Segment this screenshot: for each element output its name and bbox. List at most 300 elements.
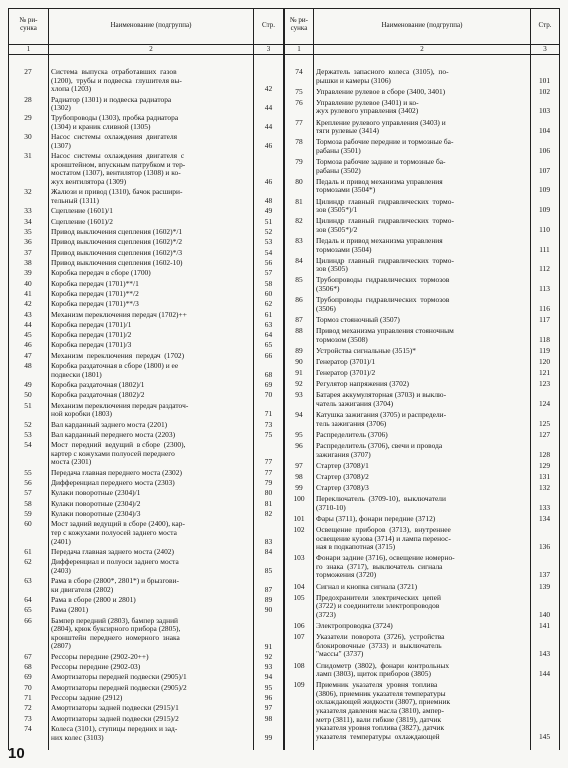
entry-title: Колеса (3101), ступицы передних и зад- них колес (3103) (51, 724, 178, 742)
entry-title: Радиатор (1301) и подвеска радиатора (1302) (51, 94, 172, 113)
entry-title: Цилиндр главный гидравлических тормо- зов (3505*)/1 (316, 196, 454, 215)
figure-number: 56 (24, 478, 32, 488)
list-item (0, 583, 568, 592)
entry-title: Амортизаторы задней подвески (2915)/1 (51, 703, 179, 713)
figure-number: 34 (24, 216, 32, 226)
figure-number: 77 (295, 117, 303, 127)
header-name: Наименование (подгруппа) (110, 21, 192, 29)
list-item (0, 594, 568, 620)
entry-title: Вал карданный переднего моста (2203) (51, 429, 176, 439)
list-item (0, 431, 568, 440)
figure-number: 46 (24, 340, 32, 350)
figure-number: 51 (24, 400, 32, 410)
page-ref: 51 (264, 216, 273, 226)
figure-number: 80 (295, 176, 303, 186)
list-item (0, 327, 568, 344)
list-item (0, 526, 568, 552)
page-ref: 116 (539, 303, 550, 313)
page-ref: 64 (264, 330, 273, 340)
list-item (0, 138, 568, 155)
page-ref: 141 (538, 621, 551, 631)
figure-number: 94 (295, 410, 303, 420)
page-ref: 44 (264, 122, 273, 132)
page-ref: 124 (538, 398, 551, 408)
figure-number: 37 (24, 247, 32, 257)
page-ref: 140 (538, 609, 551, 619)
entry-title: Рессоры передние (2902-20++) (51, 651, 149, 661)
entry-title: Стартер (3708)/1 (316, 460, 369, 470)
page-ref: 112 (539, 264, 550, 274)
figure-number: 96 (295, 440, 303, 450)
page-ref: 118 (539, 334, 550, 344)
page-ref: 128 (538, 449, 551, 459)
entry-title: Генератор (3701)/1 (316, 356, 376, 366)
page-ref: 75 (264, 429, 273, 439)
entry-title: Рессоры передние (2902-03) (51, 662, 141, 672)
figure-number: 67 (24, 651, 32, 661)
list-item (0, 391, 568, 408)
header-fig-no: № ри- сунка (19, 16, 38, 32)
list-item (0, 622, 568, 631)
header-fig-no: № ри- сунка (289, 16, 308, 32)
page-ref: 96 (264, 693, 273, 703)
figure-number: 47 (24, 350, 32, 360)
page-ref: 65 (264, 340, 273, 350)
list-item (0, 554, 568, 580)
entry-title: Фонари задние (3716), освещение номерно- го знака (3717), выключатель сигнала торможения (3720) (316, 553, 455, 580)
list-item (0, 462, 568, 471)
page-ref: 73 (264, 419, 273, 429)
page-ref: 106 (538, 145, 551, 155)
list-item (0, 681, 568, 741)
figure-number: 93 (295, 390, 303, 400)
figure-number: 86 (295, 295, 303, 305)
page-ref: 95 (264, 682, 273, 692)
list-item (0, 358, 568, 367)
figure-number: 82 (295, 216, 303, 226)
page-ref: 52 (264, 226, 273, 236)
col-number: 2 (420, 45, 424, 53)
page-ref: 66 (264, 350, 273, 360)
page-ref: 87 (264, 584, 273, 594)
page-ref: 111 (539, 244, 550, 254)
figure-number: 92 (295, 379, 303, 389)
figure-number: 44 (24, 319, 32, 329)
entry-title: Тормоза рабочие задние и тормозные ба- рабаны (3502) (316, 157, 446, 175)
figure-number: 88 (295, 326, 303, 336)
page-ref: 85 (264, 565, 273, 575)
list-item (0, 369, 568, 378)
page-ref: 89 (264, 595, 273, 605)
entry-title: Мост задний ведущий в сборе (2400), кар- тер с кожухами полуосей заднего моста (2401) (51, 519, 185, 546)
page-ref: 110 (539, 224, 550, 234)
entry-title: Крепление рулевого управления (3403) и тяги рулевые (3414) (316, 117, 446, 136)
figure-number: 48 (24, 361, 32, 371)
entry-title: Приемник указателя уровня топлива (3806), приемник указателя температуры охлаждающей жидкости (3807), приемник указателя давления масла (3810), ампер- метр (3811), вали гибкие (3819), датчик указателя уровня топлива (3827), датчик указателя температуры охлаждающей (316, 680, 451, 741)
entry-title: Фары (3711), фонари передние (3712) (316, 513, 436, 523)
page-ref: 120 (538, 356, 551, 366)
figure-number: 42 (24, 299, 32, 309)
figure-number: 87 (295, 314, 303, 324)
list-item (0, 316, 568, 325)
list-item (0, 217, 568, 234)
page-ref: 119 (539, 345, 550, 355)
page-ref: 82 (264, 509, 273, 519)
entry-title: Амортизаторы задней подвески (2915)/2 (51, 713, 179, 723)
figure-number: 60 (24, 519, 32, 529)
figure-number: 58 (24, 498, 32, 508)
figure-number: 39 (24, 268, 32, 278)
figure-number: 38 (24, 257, 32, 267)
page-ref: 107 (538, 165, 551, 175)
figure-number: 64 (24, 595, 32, 605)
figure-number: 43 (24, 309, 32, 319)
entry-title: Коробка раздаточная (1802)/2 (51, 390, 145, 400)
entry-title: Кулаки поворотные (2304)/1 (51, 488, 141, 498)
entry-title: Бампер передний (2803), бампер задний (2804), крюк буксирного прибора (2805), кронштейн переднего номерного знака (2807) (51, 615, 181, 651)
entry-title: Кулаки поворотные (2304)/2 (51, 498, 141, 508)
list-item (0, 347, 568, 356)
entry-title: Вал карданный заднего моста (2201) (51, 419, 168, 429)
figure-number: 59 (24, 509, 32, 519)
page-ref: 109 (538, 185, 551, 195)
col-number: 1 (297, 45, 301, 53)
figure-number: 50 (24, 390, 32, 400)
entry-title: Педаль и привод механизма управления тормозами (3504) (316, 236, 443, 254)
entry-title: Рессоры задние (2912) (51, 693, 123, 703)
page-ref: 94 (264, 672, 273, 682)
page-ref: 102 (538, 86, 551, 96)
figure-number: 72 (24, 703, 32, 713)
list-item (0, 158, 568, 175)
entry-title: Переключатель (3709-10), выключатели (3710-10) (316, 494, 446, 512)
page-ref: 68 (264, 369, 273, 379)
figure-number: 99 (295, 482, 303, 492)
figure-number: 35 (24, 226, 32, 236)
entry-title: Коробка передач (1701)**/2 (51, 288, 139, 298)
figure-number: 89 (295, 345, 303, 355)
page-ref: 48 (264, 195, 273, 205)
header-page: Стр. (538, 21, 552, 29)
page-ref: 77 (264, 467, 273, 477)
entry-title: Цилиндр главный гидравлических тормо- зов (3505) (316, 255, 454, 274)
figure-number: 63 (24, 576, 32, 586)
figure-number: 76 (295, 97, 303, 107)
page-ref: 145 (538, 731, 551, 741)
page-ref: 53 (264, 237, 273, 247)
entry-title: Рама в сборе (2800*, 2801*) и брызгови- ки двигателя (2802) (51, 576, 179, 594)
page-ref: 58 (264, 278, 273, 288)
figure-number: 109 (293, 680, 305, 690)
page-ref: 125 (538, 418, 551, 428)
col-number: 3 (543, 45, 547, 53)
figure-number: 102 (293, 524, 305, 534)
entry-title: Регулятор напряжения (3702) (316, 379, 410, 389)
page-ref: 46 (264, 140, 273, 150)
entry-title: Педаль и привод механизма управления тормозами (3504*) (316, 176, 443, 195)
entry-title: Привод механизма управления стояночным тормозом (3508) (316, 326, 454, 344)
entry-title: Генератор (3701)/2 (316, 368, 376, 378)
entry-title: Дифференциал переднего моста (2303) (51, 478, 175, 488)
figure-number: 103 (293, 553, 305, 563)
entry-title: Батарея аккумуляторная (3703) и выклю- чатель зажигания (3704) (316, 390, 447, 408)
page-ref: 62 (264, 299, 273, 309)
list-item (0, 237, 568, 254)
entry-title: Электропроводка (3724) (316, 621, 393, 631)
entry-title: Освещение приборов (3713), внутреннее освещение кузова (3714) и лампа перенос- ная в подкапотная (3715) (316, 524, 451, 552)
list-item (0, 442, 568, 459)
list-item (0, 662, 568, 679)
figure-number: 52 (24, 419, 32, 429)
entry-title: Сцепление (1601)/2 (51, 216, 113, 226)
list-item (0, 484, 568, 493)
entry-title: Рама (2801) (51, 605, 89, 615)
figure-number: 100 (293, 494, 305, 504)
entry-title: Катушка зажигания (3705) и распредели- тель зажигания (3706) (316, 410, 447, 428)
figure-number: 106 (293, 621, 305, 631)
list-item (0, 495, 568, 512)
page-ref: 103 (538, 106, 551, 116)
entry-title: Распределитель (3706) (316, 429, 388, 439)
list-item (0, 633, 568, 659)
figure-number: 55 (24, 467, 32, 477)
entry-title: Коробка раздаточная (1802)/1 (51, 380, 145, 390)
figure-number: 53 (24, 429, 32, 439)
page-ref: 46 (264, 177, 273, 187)
list-item (0, 99, 568, 116)
figure-number: 91 (295, 368, 303, 378)
figure-number: 73 (24, 713, 32, 723)
page-ref: 49 (264, 206, 273, 216)
list-item (0, 411, 568, 428)
entry-title: Трубопроводы гидравлических тормозов (3506*) (316, 275, 450, 294)
entry-title: Коробка передач (1701)**/3 (51, 299, 139, 309)
entry-title: Передача главная заднего моста (2402) (51, 546, 174, 556)
figure-number: 84 (295, 255, 303, 265)
figure-number: 75 (295, 86, 303, 96)
list-item (0, 119, 568, 136)
page-ref: 117 (539, 314, 550, 324)
figure-number: 32 (24, 187, 32, 197)
entry-title: Тормоза рабочие передние и тормозные ба- рабаны (3501) (316, 137, 454, 155)
entry-title: Сцепление (1601)/1 (51, 206, 113, 216)
page-ref: 101 (538, 75, 551, 85)
entry-title: Мост передний ведущий в сборе (2300), картер с кожухами полуосей переднего моста (2301) (51, 440, 186, 467)
entry-title: Кулаки поворотные (2304)/3 (51, 509, 141, 519)
figure-number: 65 (24, 605, 32, 615)
page-ref: 127 (538, 429, 551, 439)
header-page: Стр. (262, 21, 275, 29)
list-item (0, 380, 568, 389)
page-ref: 99 (264, 732, 273, 742)
page-ref: 80 (264, 488, 273, 498)
figure-number: 85 (295, 275, 303, 285)
figure-number: 74 (24, 724, 32, 734)
col-number: 1 (26, 45, 31, 53)
entry-title: Дифференциал и полуоси заднего моста (2403) (51, 557, 179, 575)
entry-title: Спидометр (3802), фонари контрольных ламп (3803), щиток приборов (3805) (316, 660, 450, 679)
figure-number: 29 (24, 113, 32, 123)
page-ref: 83 (264, 536, 273, 546)
figure-number: 79 (295, 157, 303, 167)
page-ref: 123 (538, 379, 551, 389)
page-ref: 97 (264, 703, 273, 713)
entry-title: Амортизаторы передней подвески (2905)/1 (51, 672, 187, 682)
figure-number: 68 (24, 662, 32, 672)
entry-title: Трубопроводы (1303), пробка радиатора (1304) и краник сливной (1305) (51, 113, 179, 132)
entry-title: Коробка передач (1701)**/1 (51, 278, 139, 288)
page-ref: 81 (264, 498, 273, 508)
page-ref: 139 (538, 581, 551, 591)
figure-number: 81 (295, 196, 303, 206)
figure-number: 95 (295, 429, 303, 439)
entry-title: Тормоз стояночный (3507) (316, 314, 400, 324)
entry-title: Коробка передач (1701)/3 (51, 340, 132, 350)
entry-title: Распределитель (3706), свечи и провода зажигания (3707) (316, 440, 443, 459)
figure-number: 27 (24, 67, 32, 76)
entry-title: Рама в сборе (2800 и 2801) (51, 595, 136, 605)
page-ref: 129 (538, 460, 551, 470)
page-ref: 144 (538, 669, 551, 679)
figure-number: 101 (293, 513, 305, 523)
entry-title: Коробка передач в сборе (1700) (51, 268, 151, 278)
entry-title: Сигнал и кнопка сигнала (3721) (316, 581, 418, 591)
figure-number: 49 (24, 380, 32, 390)
list-item (0, 68, 568, 85)
entry-title: Управление рулевое в сборе (3400, 3401) (316, 86, 446, 96)
entry-title: Управление рулевое (3401) и ко- жух рулевого управления (3402) (316, 97, 419, 116)
page-ref: 61 (264, 309, 273, 319)
page-ref: 93 (264, 662, 273, 672)
list-item (0, 178, 568, 195)
page-ref: 134 (538, 513, 551, 523)
page-ref: 109 (538, 205, 551, 215)
page-ref: 57 (264, 268, 273, 278)
figure-number: 30 (24, 132, 32, 142)
page-ref: 70 (264, 390, 273, 400)
page-ref: 113 (539, 284, 550, 294)
figure-number: 69 (24, 672, 32, 682)
entry-title: Механизм переключения передач (1702)++ (51, 309, 187, 319)
page-ref: 54 (264, 247, 273, 257)
page-ref: 136 (538, 542, 551, 552)
list-item (0, 276, 568, 293)
page-number: 10 (8, 745, 25, 762)
page-ref: 42 (264, 84, 273, 94)
entry-title: Указатели поворота (3726), устройства блокировочные (3733) и выключатель "массы" (3737) (316, 632, 445, 659)
page-ref: 79 (264, 478, 273, 488)
figure-number: 31 (24, 151, 32, 161)
list-item (0, 257, 568, 274)
entry-title: Привод выключения сцепления (1602-10) (51, 257, 183, 267)
page-ref: 131 (538, 471, 551, 481)
figure-number: 83 (295, 236, 303, 245)
page-ref: 91 (264, 641, 273, 651)
figure-number: 108 (293, 660, 305, 670)
entry-title: Привод выключения сцепления (1602)*/1 (51, 226, 183, 236)
figure-number: 33 (24, 206, 32, 216)
figure-number: 107 (293, 632, 305, 642)
entry-title: Жалюзи и привод (1310), бачок расшири- тельный (1311) (51, 187, 183, 205)
page-ref: 56 (264, 257, 273, 267)
page-ref: 77 (264, 457, 273, 467)
page-ref: 63 (264, 319, 273, 329)
figure-number: 98 (295, 471, 303, 481)
entry-title: Механизм переключения передач раздаточ- ной коробки (1803) (51, 400, 189, 419)
figure-number: 104 (293, 581, 305, 591)
page-ref: 133 (538, 502, 551, 512)
page-ref: 71 (264, 409, 273, 419)
entry-title: Насос системы охлаждения двигателя с кронштейном, впускным патрубком и тер- мостатом (1307), вентилятор (1308) и ко- жух вентилятора (1309) (51, 151, 186, 187)
entry-title: Цилиндр главный гидравлических тормо- зов (3505*)/2 (316, 216, 454, 234)
figure-number: 74 (295, 67, 303, 76)
page-ref: 90 (264, 605, 273, 615)
entry-title: Механизм переключения передач (1702) (51, 350, 185, 360)
entry-title: Насос системы охлаждения двигателя (1307) (51, 132, 178, 150)
page-ref: 98 (264, 713, 273, 723)
figure-number: 90 (295, 356, 303, 366)
figure-number: 57 (24, 488, 32, 498)
header-name: Наименование (подгруппа) (381, 21, 463, 29)
figure-number: 70 (24, 682, 32, 692)
figure-number: 28 (24, 94, 32, 104)
entry-title: Привод выключения сцепления (1602)*/3 (51, 247, 183, 257)
entry-title: Передача главная переднего моста (2302) (51, 467, 182, 477)
figure-number: 78 (295, 137, 303, 147)
figure-number: 97 (295, 460, 303, 470)
entry-title: Система выпуска отработавших газов (1200), трубы и подвеска глушителя вы- хлопа (1203) (51, 67, 182, 94)
entry-title: Коробка передач (1701)/1 (51, 319, 132, 329)
entry-title: Стартер (3708)/2 (316, 471, 369, 481)
page-ref: 143 (538, 649, 551, 659)
entry-title: Коробка передач (1701)/2 (51, 330, 132, 340)
figure-number: 61 (24, 546, 32, 556)
entry-title: Амортизаторы передней подвески (2905)/2 (51, 682, 187, 692)
page-ref: 69 (264, 380, 273, 390)
page-ref: 137 (538, 570, 551, 580)
figure-number: 40 (24, 278, 32, 288)
page-ref: 60 (264, 288, 273, 298)
figure-number: 62 (24, 557, 32, 567)
figure-number: 45 (24, 330, 32, 340)
entry-title: Стартер (3708)/3 (316, 482, 369, 492)
list-item (0, 515, 568, 524)
col-number: 2 (149, 45, 153, 53)
entry-title: Предохранители электрических цепей (3722) и соединители электропроводов (3723) (316, 592, 441, 619)
page-ref: 121 (538, 368, 551, 378)
figure-number: 105 (293, 592, 305, 602)
page-ref: 104 (538, 126, 551, 136)
entry-title: Привод выключения сцепления (1602)*/2 (51, 237, 183, 247)
entry-title: Коробка раздаточная в сборе (1800) и ее подвески (1801) (51, 361, 179, 379)
figure-number: 36 (24, 237, 32, 247)
page-ref: 132 (538, 482, 551, 492)
figure-number: 71 (24, 693, 32, 703)
figure-number: 41 (24, 288, 32, 298)
page-ref: 44 (264, 103, 273, 113)
entry-title: Устройства сигнальные (3515)* (316, 345, 416, 355)
col-number: 3 (266, 45, 271, 53)
list-item (0, 473, 568, 482)
list-item (0, 296, 568, 313)
list-item (0, 88, 568, 97)
figure-number: 54 (24, 440, 32, 450)
entry-title: Трубопроводы гидравлических тормозов (3506) (316, 295, 450, 313)
page-ref: 84 (264, 546, 273, 556)
page-ref: 92 (264, 651, 273, 661)
figure-number: 66 (24, 615, 32, 625)
entry-title: Держатель запасного колеса (3105), по- рышки и камеры (3106) (316, 67, 449, 85)
